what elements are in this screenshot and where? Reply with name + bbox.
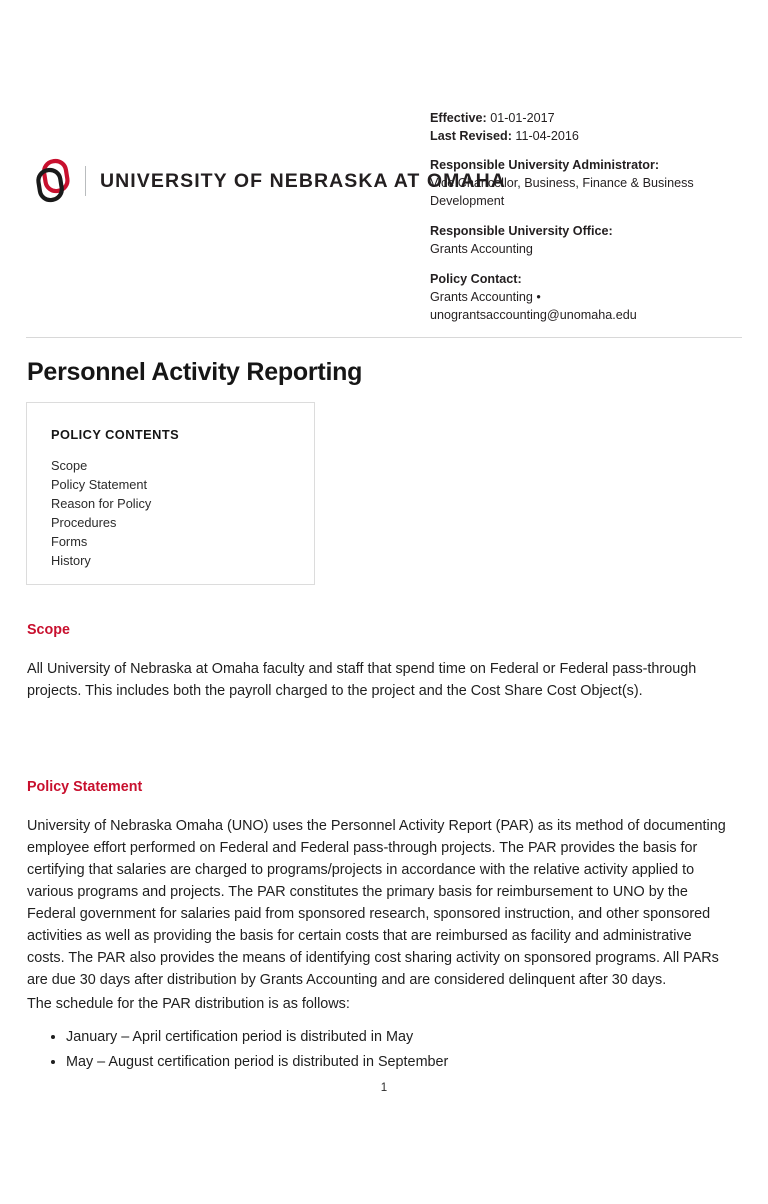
section-heading-scope: Scope [27, 622, 70, 638]
contents-item-reason-for-policy[interactable]: Reason for Policy [51, 496, 152, 512]
contact-email[interactable]: unograntsaccounting@unomaha.edu [430, 308, 637, 323]
page-number: 1 [380, 1082, 388, 1094]
policy-contents-box [26, 402, 315, 585]
section-heading-policy-statement: Policy Statement [27, 779, 143, 795]
document-header [0, 110, 768, 338]
administrator-label: Responsible University Administrator: [430, 157, 660, 172]
office-row [430, 223, 730, 259]
list-item: • May – August certification period is distributed in September [66, 1052, 756, 1074]
schedule-lead-text: The schedule for the PAR distribution is as follows: [27, 996, 350, 1012]
contact-value: Grants Accounting • [430, 290, 541, 305]
list-item: • January – April certification period is distributed in May [66, 1027, 756, 1049]
contents-item-forms[interactable]: Forms [51, 534, 88, 550]
contents-item-history[interactable]: History [51, 553, 91, 569]
uno-o-logo-icon [33, 158, 73, 204]
office-value: Grants Accounting [430, 241, 533, 256]
effective-value: 01-01-2017 [490, 111, 555, 125]
last-revised-row [430, 128, 730, 146]
contents-item-procedures[interactable]: Procedures [51, 515, 117, 531]
contact-row [430, 271, 730, 325]
effective-label: Effective: [430, 111, 487, 125]
policy-metadata [430, 110, 730, 338]
effective-row [430, 110, 730, 128]
contents-item-scope[interactable]: Scope [51, 458, 88, 473]
header-divider-rule [26, 337, 742, 338]
section-body-policy-statement: University of Nebraska Omaha (UNO) uses the Personnel Activity Report (PAR) as its method of documenting employee effort performed on Federal and Federal pass-through projects. The PAR provides the basis for certifying that salaries are charged to programs/projects in accordance with the relative activity applied to various programs and projects. The PAR constitutes the primary basis for reimbursement to UNO by the Federal government for salaries paid from sponsored research, sponsored instruction, and other sponsored activities as well as providing the basis for certain costs that are reimbursed as facility and administrative costs. The PAR also provides the means of identifying cost sharing activity on sponsored programs. All PARs are due 30 days after distribution by Grants Accounting and are considered delinquent after 30 days. [27, 818, 726, 989]
brand-divider [85, 166, 86, 196]
university-wordmark: UNIVERSITY OF NEBRASKA AT OMAHA [100, 169, 506, 192]
policy-contents-title: POLICY CONTENTS [51, 427, 180, 442]
contact-label: Policy Contact: [430, 272, 522, 287]
page-title: Personnel Activity Reporting [27, 358, 363, 386]
office-label: Responsible University Office: [430, 223, 613, 238]
section-body-scope: All University of Nebraska at Omaha faculty and staff that spend time on Federal or Federal pass-through projects. This includes both the payroll charged to the project and the Cost Share Cost Object(s). [27, 661, 697, 700]
administrator-value: Vice Chancellor, Business, Finance & Business Development [430, 175, 694, 208]
administrator-row [430, 157, 730, 211]
contents-item-policy-statement[interactable]: Policy Statement [51, 477, 148, 493]
policy-contents-list [51, 456, 314, 570]
last-revised-label: Last Revised: [430, 128, 512, 143]
last-revised-value: 11-04-2016 [515, 128, 579, 143]
schedule-list [44, 1027, 756, 1076]
